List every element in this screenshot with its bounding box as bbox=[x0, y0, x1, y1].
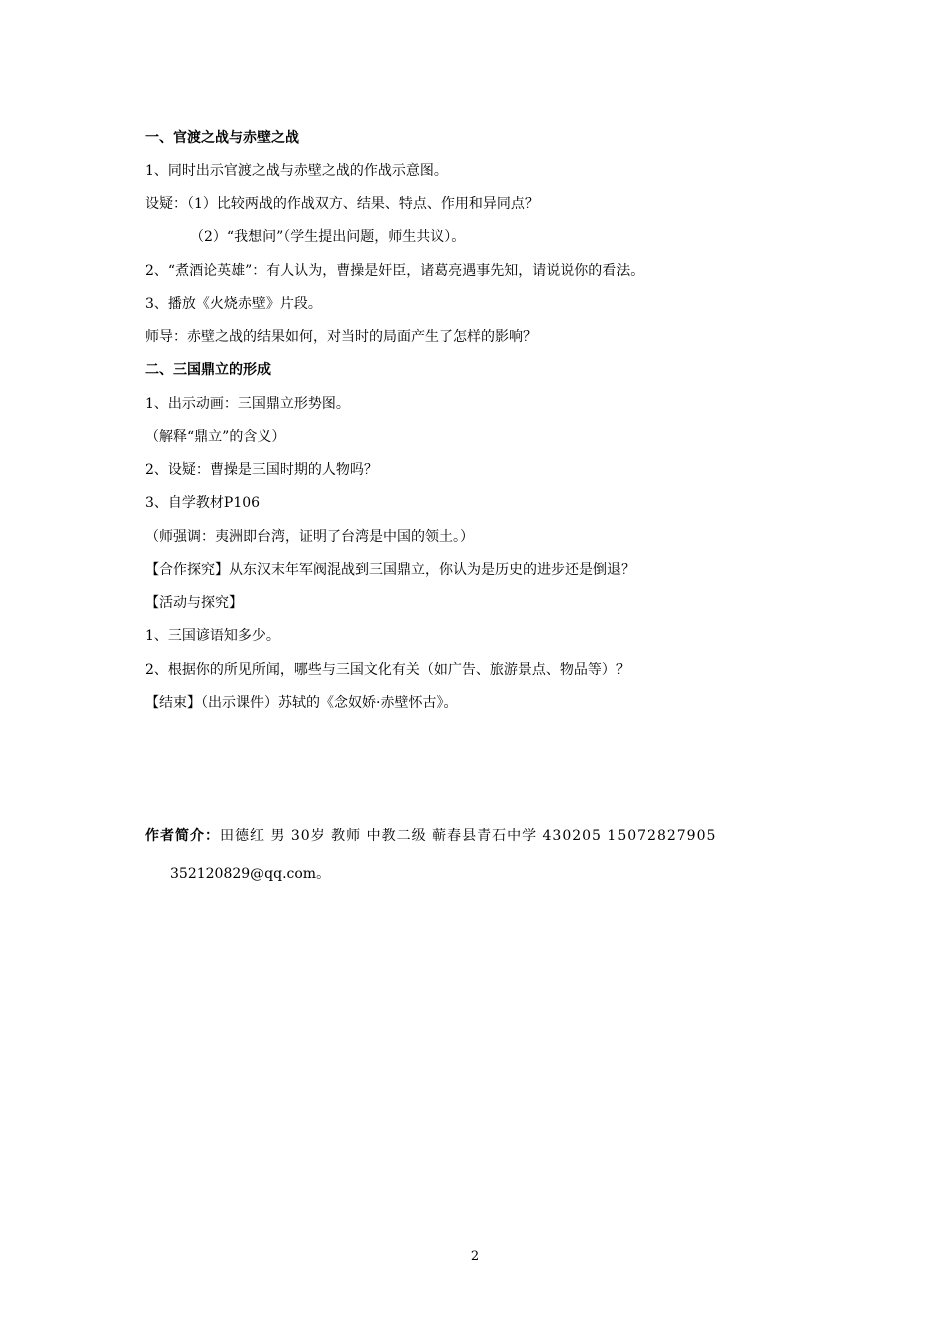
section2-line-1: 1、出示动画：三国鼎立形势图。 bbox=[145, 396, 350, 412]
section1-line-1: 1、同时出示官渡之战与赤壁之战的作战示意图。 bbox=[145, 163, 448, 179]
author-label: 作者简介： bbox=[145, 828, 220, 844]
section2-heading: 二、三国鼎立的形成 bbox=[145, 362, 271, 378]
author-email: 352120829@qq.com。 bbox=[170, 866, 331, 882]
section2-line-9: 2、根据你的所见所闻，哪些与三国文化有关（如广告、旅游景点、物品等）？ bbox=[145, 662, 630, 678]
section1-line-6: 师导：赤壁之战的结果如何，对当时的局面产生了怎样的影响？ bbox=[145, 329, 537, 345]
section2-line-8: 1、三国谚语知多少。 bbox=[145, 628, 280, 644]
section2-line-5: （师强调：夷洲即台湾，证明了台湾是中国的领土。） bbox=[145, 529, 474, 545]
author-info bbox=[145, 826, 716, 846]
section2-line-7: 【活动与探究】 bbox=[145, 595, 243, 611]
page-number: 2 bbox=[470, 1249, 480, 1264]
section2-line-10: 【结束】（出示课件）苏轼的《念奴娇·赤壁怀古》。 bbox=[145, 695, 458, 711]
section1-line-3: （2）“我想问”（学生提出问题，师生共议）。 bbox=[190, 229, 466, 245]
section1-line-4: 2、“煮酒论英雄”：有人认为，曹操是奸臣，诸葛亮遇事先知，请说说你的看法。 bbox=[145, 263, 645, 279]
section2-line-6: 【合作探究】从东汉末年军阀混战到三国鼎立，你认为是历史的进步还是倒退？ bbox=[145, 562, 635, 578]
author-details: 田德红 男 30岁 教师 中教二级 蕲春县青石中学 430205 15072827905 bbox=[220, 828, 717, 844]
section1-line-2: 设疑：（1）比较两战的作战双方、结果、特点、作用和异同点？ bbox=[145, 196, 539, 212]
section2-line-4: 3、自学教材P106 bbox=[145, 495, 261, 511]
section1-heading: 一、官渡之战与赤壁之战 bbox=[145, 130, 299, 146]
section1-line-5: 3、播放《火烧赤壁》片段。 bbox=[145, 296, 322, 312]
section2-line-2: （解释“鼎立”的含义） bbox=[145, 429, 286, 445]
section2-line-3: 2、设疑：曹操是三国时期的人物吗？ bbox=[145, 462, 378, 478]
